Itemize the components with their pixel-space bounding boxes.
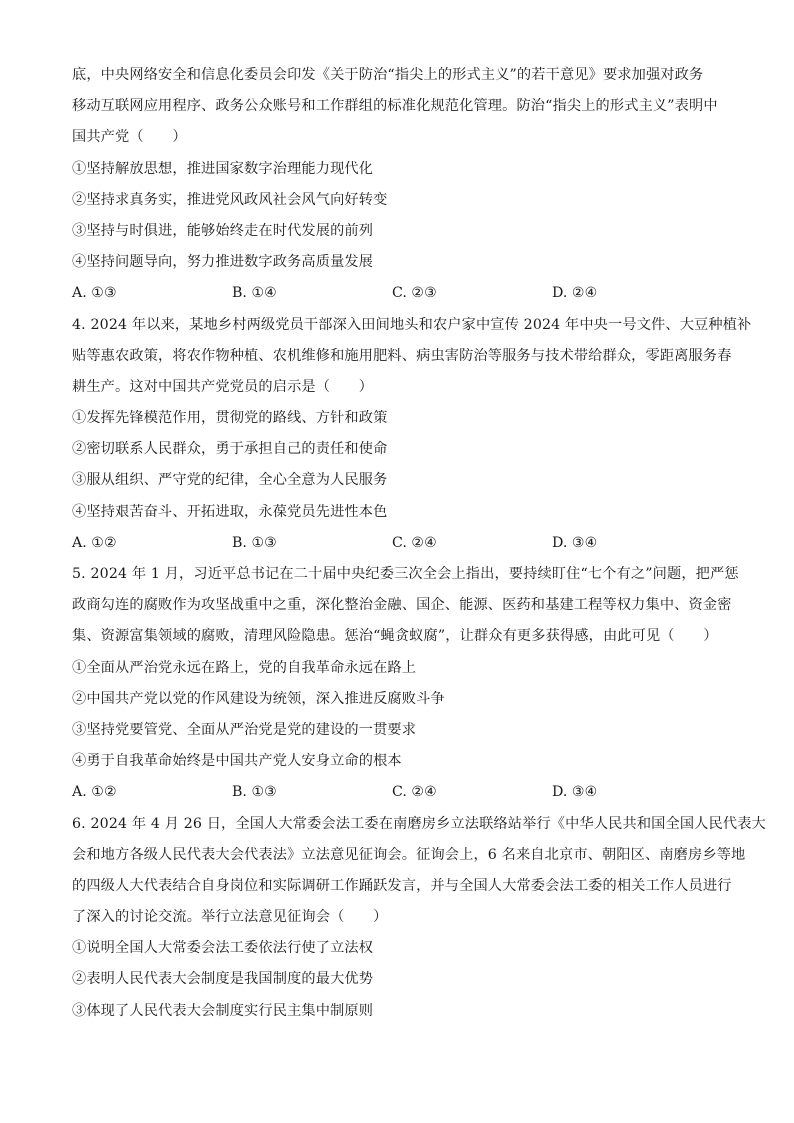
question-6-stem-line: 6. 2024 年 4 月 26 日，全国人大常委会法工委在南磨房乡立法联络站举行《中华人民共和国全国人民代表大 xyxy=(72,815,766,832)
question-3-stem-line: 移动互联网应用程序、政务公众账号和工作群组的标准化规范化管理。防治“指尖上的形式主义”表明中 xyxy=(72,98,718,115)
question-5-options xyxy=(72,777,732,808)
question-3-stem-line: 底，中央网络安全和信息化委员会印发《关于防治“指尖上的形式主义”的若干意见》要求加强对政务 xyxy=(72,67,704,83)
question-6-statement-3: ③体现了人民代表大会制度实行民主集中制原则 xyxy=(72,1002,374,1019)
question-3-option-d: D. ②④ xyxy=(552,285,598,302)
question-3-stem-line: 国共产党（ ） xyxy=(72,129,187,146)
question-5-option-c: C. ②④ xyxy=(392,784,437,801)
question-5-stem-line: 政商勾连的腐败作为攻坚战重中之重，深化整治金融、国企、能源、医药和基建工程等权力集中、资金密 xyxy=(72,597,732,614)
question-4-option-c: C. ②④ xyxy=(392,534,437,551)
question-5-option-a: A. ①② xyxy=(72,784,117,801)
question-4-option-b: B. ①③ xyxy=(232,534,277,551)
question-5-option-d: D. ③④ xyxy=(552,784,598,801)
question-4-statement-1: ①发挥先锋模范作用，贯彻党的路线、方针和政策 xyxy=(72,410,388,427)
question-4-stem-line: 4. 2024 年以来，某地乡村两级党员干部深入田间地头和农户家中宣传 2024 年中央一号文件、大豆种植补 xyxy=(72,316,752,333)
question-3-option-b: B. ①④ xyxy=(232,285,277,302)
question-4-stem-line: 贴等惠农政策，将农作物种植、农机维修和施用肥料、病虫害防治等服务与技术带给群众，零距离服务春 xyxy=(72,347,732,364)
question-5 xyxy=(72,559,739,809)
question-5-stem-line: 集、资源富集领域的腐败，清理风险隐患。惩治“蝇贪蚁腐”，让群众有更多获得感，由此可见（ ） xyxy=(72,628,718,645)
question-3-statement-4: ④坚持问题导向，努力推进数字政务高质量发展 xyxy=(72,254,374,271)
question-6-statement-2: ②表明人民代表大会制度是我国制度的最大优势 xyxy=(72,971,374,988)
question-6-stem-line: 了深入的讨论交流。举行立法意见征询会（ ） xyxy=(72,909,388,926)
question-4 xyxy=(72,310,752,560)
question-6 xyxy=(72,809,766,1027)
question-4-option-a: A. ①② xyxy=(72,534,117,551)
question-5-statement-4: ④勇于自我革命始终是中国共产党人安身立命的根本 xyxy=(72,753,402,770)
question-5-stem-line: 5. 2024 年 1 月，习近平总书记在二十届中央纪委三次全会上指出，要持续盯住“七个有之”问题，把严惩 xyxy=(72,566,739,582)
question-3-statement-1: ①坚持解放思想，推进国家数字治理能力现代化 xyxy=(72,160,374,177)
question-5-statement-2: ②中国共产党以党的作风建设为统领，深入推进反腐败斗争 xyxy=(72,690,445,707)
question-6-stem-line: 会和地方各级人民代表大会代表法》立法意见征询会。征询会上，6 名来自北京市、朝阳区、南磨房乡等地 xyxy=(72,846,746,863)
exam-page xyxy=(72,60,766,1027)
question-6-statement-1: ①说明全国人大常委会法工委依法行使了立法权 xyxy=(72,940,374,957)
question-3-options xyxy=(72,278,732,309)
question-4-option-d: D. ③④ xyxy=(552,534,598,551)
question-3 xyxy=(72,60,732,310)
question-3-option-a: A. ①③ xyxy=(72,285,117,302)
question-3-statement-2: ②坚持求真务实，推进党风政风社会风气向好转变 xyxy=(72,191,388,208)
question-4-stem-line: 耕生产。这对中国共产党党员的启示是（ ） xyxy=(72,378,374,395)
question-4-statement-2: ②密切联系人民群众，勇于承担自己的责任和使命 xyxy=(72,441,388,458)
question-4-statement-3: ③服从组织、严守党的纪律，全心全意为人民服务 xyxy=(72,472,388,489)
question-5-option-b: B. ①③ xyxy=(232,784,277,801)
question-3-option-c: C. ②③ xyxy=(392,285,437,302)
question-4-options xyxy=(72,528,732,559)
question-5-statement-3: ③坚持党要管党、全面从严治党是党的建设的一贯要求 xyxy=(72,721,417,738)
question-3-statement-3: ③坚持与时俱进，能够始终走在时代发展的前列 xyxy=(72,222,374,239)
question-4-statement-4: ④坚持艰苦奋斗、开拓进取，永葆党员先进性本色 xyxy=(72,503,388,520)
question-5-statement-1: ①全面从严治党永远在路上，党的自我革命永远在路上 xyxy=(72,659,417,676)
question-6-stem-line: 的四级人大代表结合自身岗位和实际调研工作踊跃发言，并与全国人大常委会法工委的相关工作人员进行 xyxy=(72,877,732,894)
